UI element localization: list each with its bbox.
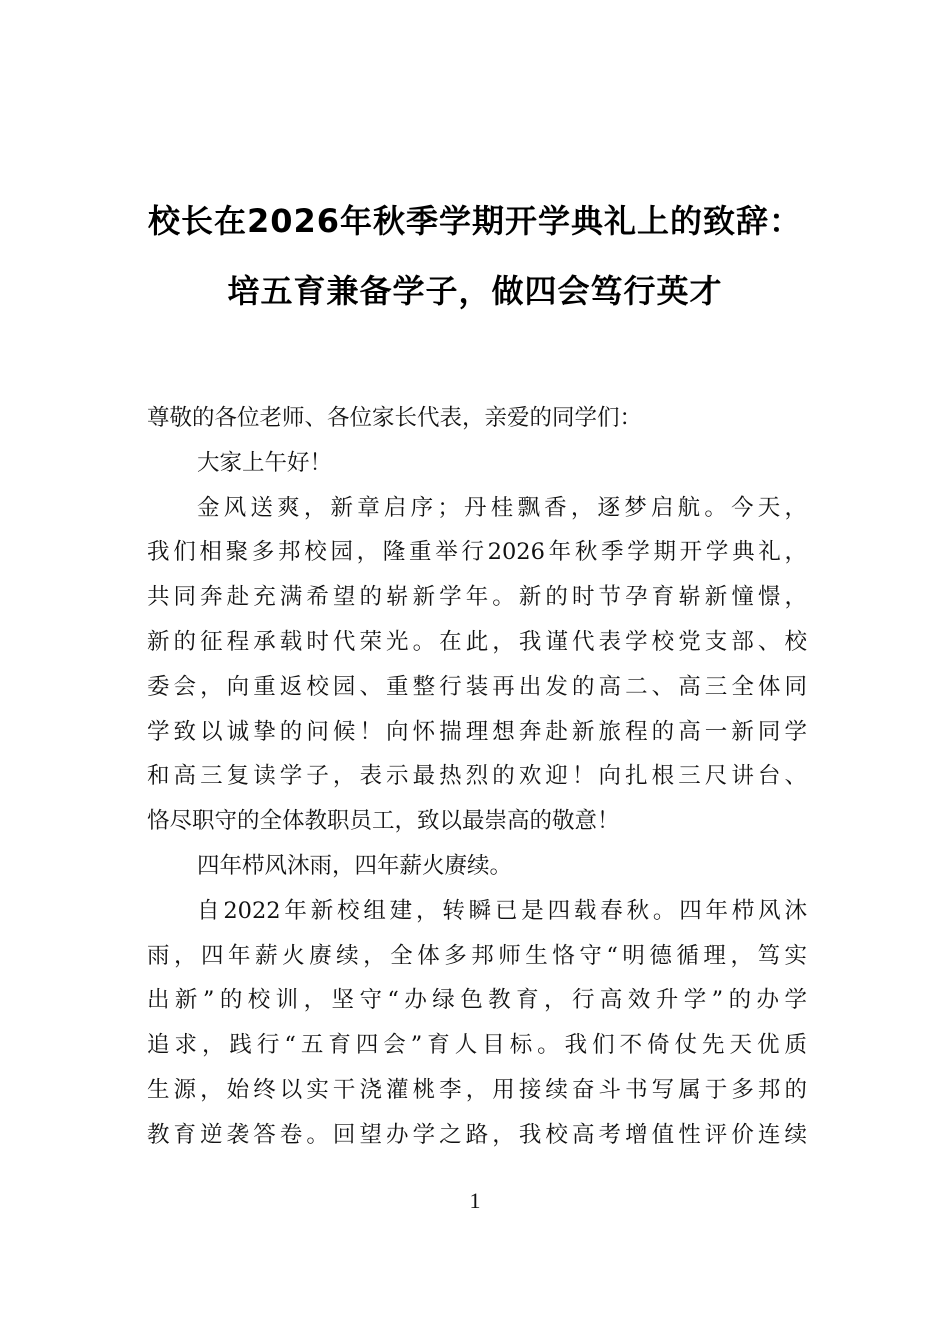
paragraph-1 (147, 486, 807, 844)
paragraph-2-line: 教育逆袭答卷。回望办学之路，我校高考增值性评价连续 (147, 1121, 807, 1148)
paragraph-1-line: 金风送爽，新章启序；丹桂飘香，逐梦启航。今天， (197, 494, 807, 521)
document-title-line-2: 培五育兼备学子，做四会笃行英才 (227, 272, 723, 310)
paragraph-1-line: 我们相聚多邦校园，隆重举行2026年秋季学期开学典礼， (147, 539, 807, 566)
paragraph-2-line: 雨，四年薪火赓续，全体多邦师生恪守“明德循理，笃实 (147, 942, 807, 969)
paragraph-1-line: 恪尽职守的全体教职员工，致以最崇高的敬意！ (147, 808, 620, 835)
document-body (147, 396, 807, 1158)
paragraph-2-line: 追求，践行“五育四会”育人目标。我们不倚仗先天优质 (147, 1032, 807, 1059)
paragraph-2-line: 出新”的校训，坚守“办绿色教育，行高效升学”的办学 (147, 987, 807, 1014)
page-number: 1 (469, 1188, 481, 1213)
paragraph-1-line: 共同奔赴充满希望的崭新学年。新的时节孕育崭新憧憬， (147, 584, 807, 611)
section-heading: 四年栉风沐雨，四年薪火赓续。 (197, 852, 513, 879)
paragraph-1-line: 新的征程承载时代荣光。在此，我谨代表学校党支部、校 (147, 628, 807, 655)
salutation: 尊敬的各位老师、各位家长代表，亲爱的同学们： (147, 405, 643, 431)
paragraph-2 (147, 889, 807, 1158)
paragraph-1-line: 委会，向重返校园、重整行装再出发的高二、高三全体同 (147, 673, 807, 700)
paragraph-2-line: 自2022年新校组建，转瞬已是四载春秋。四年栉风沐 (197, 897, 807, 924)
greeting: 大家上午好！ (197, 449, 333, 476)
paragraph-1-line: 学致以诚挚的问候！向怀揣理想奔赴新旅程的高一新同学 (147, 718, 807, 745)
paragraph-1-line: 和高三复读学子，表示最热烈的欢迎！向扎根三尺讲台、 (147, 763, 807, 790)
document-title-line-1: 校长在2026年秋季学期开学典礼上的致辞： (147, 202, 803, 240)
paragraph-2-line: 生源，始终以实干浇灌桃李，用接续奋斗书写属于多邦的 (147, 1076, 807, 1103)
